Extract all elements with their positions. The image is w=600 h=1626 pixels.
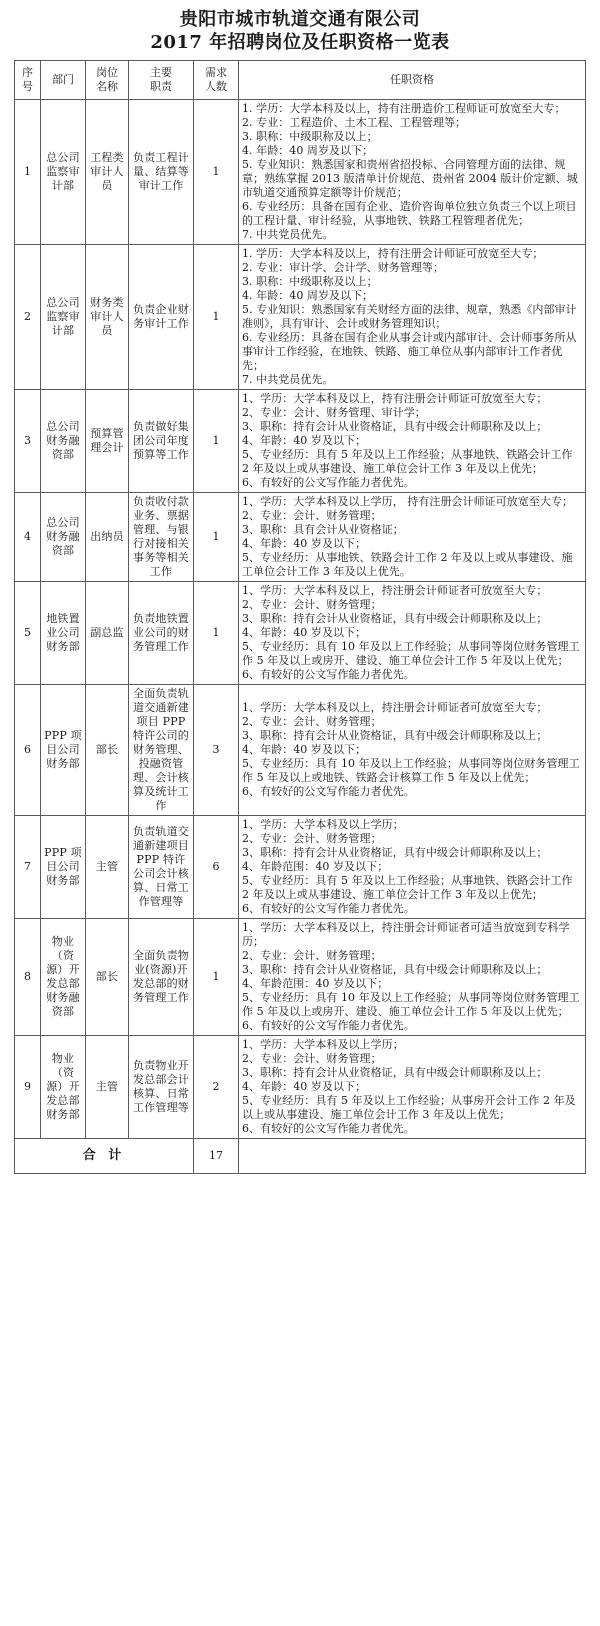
column-header-headcount (194, 61, 239, 100)
table-footer (15, 1139, 586, 1174)
qualification-item: 1、学历：大学本科及以上，持有注册会计师证可放宽至大专； (242, 392, 548, 405)
page-title (0, 0, 600, 56)
column-header-post (86, 61, 129, 100)
row-department: PPP 项目公司财务部 (41, 685, 86, 816)
row-department: 物业（资源）开发总部财务部 (41, 1036, 86, 1139)
row-department: 总公司监察审计部 (41, 100, 86, 245)
qualification-item: 1、学历：大学本科及以上，持注册会计师证者可放宽至大专； (242, 701, 548, 714)
qualification-item: 5、专业经历：具有 5 年及以上工作经验；从事地铁、铁路会计工作 2 年及以上或从事建设、施工单位会计工作 3 年及以上优先； (242, 874, 573, 901)
qualification-item: 1、学历：大学本科及以上学历； (242, 818, 404, 831)
column-header-qualification: 任职资格 (239, 61, 586, 100)
qualification-item: 5、专业经历：具有 10 年及以上工作经验；从事同等岗位财务管理工作 5 年及以上或地铁、铁路会计核算工作 5 年及以上优先； (242, 757, 580, 784)
column-header-post-line2: 名称 (96, 80, 118, 93)
table-row (15, 685, 586, 816)
table-row (15, 493, 586, 582)
column-header-seq (15, 61, 41, 100)
row-headcount: 1 (194, 919, 239, 1036)
qualification-item: 6、有较好的公文写作能力者优先。 (242, 785, 415, 798)
row-department: 总公司监察审计部 (41, 245, 86, 390)
qualification-item: 2. 专业：工程造价、土木工程、工程管理等； (242, 116, 467, 129)
qualification-item: 4、年龄：40 岁及以下； (242, 743, 367, 756)
row-post-name: 工程类审计人员 (86, 100, 129, 245)
qualification-item: 4、年龄：40 岁及以下； (242, 537, 367, 550)
qualification-item: 3、职称：持有会计从业资格证，具有中级会计师职称及以上； (242, 1066, 548, 1079)
row-department: 物业（资源）开发总部财务融资部 (41, 919, 86, 1036)
qualification-item: 1、学历：大学本科及以上，持注册会计师证者可适当放宽到专科学历； (242, 921, 570, 948)
row-headcount: 1 (194, 100, 239, 245)
qualification-item: 5、专业经历：具有 5 年及以上工作经验；从事房开会计工作 2 年及以上或从事建设、施工单位会计工作 3 年及以上优先； (242, 1094, 576, 1121)
table-body (15, 100, 586, 1139)
table-row (15, 100, 586, 245)
row-qualification (239, 816, 586, 919)
qualification-item: 6、有较好的公文写作能力者优先。 (242, 902, 415, 915)
row-post-name: 主管 (86, 1036, 129, 1139)
column-header-post-line1: 岗位 (96, 66, 118, 79)
row-qualification (239, 1036, 586, 1139)
row-qualification (239, 919, 586, 1036)
row-post-name: 副总监 (86, 582, 129, 685)
table-row (15, 245, 586, 390)
row-qualification (239, 245, 586, 390)
row-sequence: 7 (15, 816, 41, 919)
qualification-item: 4、年龄：40 岁及以下； (242, 434, 367, 447)
row-main-duty: 全面负责轨道交通新建项目 PPP 特许公司的财务管理、投融资管理、会计核算及统计工作 (129, 685, 194, 816)
qualification-item: 1. 学历：大学本科及以上，持有注册会计师证可放宽至大专； (242, 247, 544, 260)
qualification-item: 1、学历：大学本科及以上学历； (242, 1038, 404, 1051)
row-main-duty: 负责地铁置业公司的财务管理工作 (129, 582, 194, 685)
qualification-item: 5. 专业知识：熟悉国家有关财经方面的法律、规章，熟悉《内部审计准则》，具有审计、会计或财务管理知识； (242, 303, 577, 330)
table-header (15, 61, 586, 100)
qualification-item: 3、职称：具有会计从业资格证； (242, 523, 404, 536)
header-row (15, 61, 586, 100)
qualification-item: 2、专业：会计、财务管理； (242, 832, 382, 845)
qualification-item: 6、有较好的公文写作能力者优先。 (242, 476, 415, 489)
recruitment-table (14, 60, 586, 1174)
row-post-name: 财务类审计人员 (86, 245, 129, 390)
qualification-item: 4、年龄：40 岁及以下； (242, 626, 367, 639)
qualification-item: 2、专业：会计、财务管理； (242, 949, 382, 962)
qualification-item: 1、学历：大学本科及以上学历， 持有注册会计师证可放宽至大专； (242, 495, 574, 508)
column-header-duty-line1: 主要 (150, 66, 172, 79)
total-row (15, 1139, 586, 1174)
total-headcount: 17 (194, 1139, 239, 1174)
row-sequence: 5 (15, 582, 41, 685)
row-headcount: 1 (194, 582, 239, 685)
row-qualification (239, 493, 586, 582)
qualification-item: 6. 专业经历：具备在国有企业、造价咨询单位独立负责三个以上项目的工程计量、审计经验，从事地铁、铁路工程管理者优先； (242, 200, 577, 227)
row-post-name: 主管 (86, 816, 129, 919)
qualification-item: 6、有较好的公文写作能力者优先。 (242, 1019, 415, 1032)
row-headcount: 1 (194, 493, 239, 582)
row-qualification (239, 685, 586, 816)
qualification-item: 6. 专业经历：具备在国有企业从事会计或内部审计、会计师事务所从事审计工作经验，在地铁、铁路、施工单位从事内部审计工作者优先； (242, 331, 577, 372)
qualification-item: 2、专业：会计、财务管理； (242, 1052, 382, 1065)
column-header-seq-line1: 序 (22, 66, 33, 79)
row-post-name: 部长 (86, 919, 129, 1036)
row-post-name: 预算管理会计 (86, 390, 129, 493)
table-row (15, 816, 586, 919)
qualification-item: 2. 专业：审计学、会计学、财务管理等； (242, 261, 444, 274)
row-main-duty: 负责做好集团公司年度预算等工作 (129, 390, 194, 493)
table-row (15, 582, 586, 685)
row-sequence: 1 (15, 100, 41, 245)
row-sequence: 3 (15, 390, 41, 493)
qualification-item: 5、专业经历：具有 5 年及以上工作经验；从事地铁、铁路会计工作 2 年及以上或从事建设、施工单位会计工作 3 年及以上优先； (242, 448, 573, 475)
column-header-headcount-line2: 人数 (205, 80, 227, 93)
row-main-duty: 负责工程计量、结算等审计工作 (129, 100, 194, 245)
row-headcount: 6 (194, 816, 239, 919)
qualification-item: 2、专业：会计、财务管理、审计学； (242, 406, 426, 419)
qualification-item: 4、年龄范围：40 岁及以下； (242, 860, 389, 873)
qualification-item: 7. 中共党员优先。 (242, 373, 334, 386)
qualification-item: 3、职称：持有会计从业资格证，具有中级会计师职称及以上； (242, 420, 548, 433)
title-line-2: 2017 年招聘岗位及任职资格一览表 (150, 32, 450, 53)
qualification-item: 3、职称：持有会计从业资格证，具有中级会计师职称及以上； (242, 612, 548, 625)
row-qualification (239, 582, 586, 685)
qualification-item: 3、职称：持有会计从业资格证，具有中级会计师职称及以上； (242, 846, 548, 859)
row-sequence: 4 (15, 493, 41, 582)
table-row (15, 1036, 586, 1139)
qualification-item: 2、专业：会计、财务管理； (242, 598, 382, 611)
qualification-item: 5、专业经历：从事地铁、铁路会计工作 2 年及以上或从事建设、施工单位会计工作 3 年及以上优先。 (242, 551, 573, 578)
total-blank-cell (239, 1139, 586, 1174)
qualification-item: 5、专业经历：具有 10 年及以上工作经验；从事同等岗位财务管理工作 5 年及以上或房开、建设、施工单位会计工作 5 年及以上优先； (242, 991, 580, 1018)
row-sequence: 6 (15, 685, 41, 816)
row-main-duty: 负责企业财务审计工作 (129, 245, 194, 390)
qualification-item: 5、专业经历：具有 10 年及以上工作经验；从事同等岗位财务管理工作 5 年及以上或房开、建设、施工单位会计工作 5 年及以上优先； (242, 640, 580, 667)
qualification-item: 4. 年龄：40 周岁及以下； (242, 289, 374, 302)
row-sequence: 8 (15, 919, 41, 1036)
row-headcount: 1 (194, 390, 239, 493)
qualification-item: 1. 学历：大学本科及以上，持有注册造价工程师证可放宽至大专； (242, 102, 566, 115)
column-header-department: 部门 (41, 61, 86, 100)
row-department: 总公司财务融资部 (41, 390, 86, 493)
row-sequence: 2 (15, 245, 41, 390)
qualification-item: 4、年龄：40 岁及以下； (242, 1080, 367, 1093)
total-label: 合 计 (15, 1139, 194, 1174)
row-department: PPP 项目公司财务部 (41, 816, 86, 919)
qualification-item: 6、有较好的公文写作能力者优先。 (242, 668, 415, 681)
qualification-item: 2、专业：会计、财务管理； (242, 715, 382, 728)
qualification-item: 3、职称：持有会计从业资格证，具有中级会计师职称及以上； (242, 963, 548, 976)
column-header-seq-line2: 号 (22, 80, 33, 93)
qualification-item: 5. 专业知识：熟悉国家和贵州省招投标、合同管理方面的法律、规章；熟练掌握 2013 版清单计价规范、贵州省 2004 版计价定额、城市轨道交通预算定额等计价规范； (242, 158, 578, 199)
qualification-item: 7. 中共党员优先。 (242, 228, 334, 241)
column-header-duty-line2: 职责 (150, 80, 172, 93)
row-sequence: 9 (15, 1036, 41, 1139)
row-post-name: 部长 (86, 685, 129, 816)
row-main-duty: 负责轨道交通新建项目 PPP 特许公司会计核算、日常工作管理等 (129, 816, 194, 919)
column-header-headcount-line1: 需求 (205, 66, 227, 79)
qualification-item: 6、有较好的公文写作能力者优先。 (242, 1122, 415, 1135)
qualification-item: 4、年龄范围：40 岁及以下； (242, 977, 389, 990)
row-post-name: 出纳员 (86, 493, 129, 582)
row-headcount: 1 (194, 245, 239, 390)
column-header-duty (129, 61, 194, 100)
row-qualification (239, 390, 586, 493)
row-headcount: 3 (194, 685, 239, 816)
row-main-duty: 负责物业开发总部会计核算、日常工作管理等 (129, 1036, 194, 1139)
qualification-item: 3. 职称：中级职称及以上； (242, 275, 378, 288)
row-headcount: 2 (194, 1036, 239, 1139)
qualification-item: 2、专业：会计、财务管理； (242, 509, 382, 522)
qualification-item: 1、学历：大学本科及以上，持注册会计师证者可放宽至大专； (242, 584, 548, 597)
qualification-item: 3. 职称：中级职称及以上； (242, 130, 378, 143)
table-row (15, 919, 586, 1036)
title-line-1: 贵阳市城市轨道交通有限公司 (179, 9, 421, 30)
qualification-item: 3、职称：持有会计从业资格证，具有中级会计师职称及以上； (242, 729, 548, 742)
row-department: 地铁置业公司财务部 (41, 582, 86, 685)
row-main-duty: 全面负责物业(资源)开发总部的财务管理工作 (129, 919, 194, 1036)
row-main-duty: 负责收付款业务、票据管理、与银行对接相关事务等相关工作 (129, 493, 194, 582)
row-qualification (239, 100, 586, 245)
table-row (15, 390, 586, 493)
qualification-item: 4. 年龄：40 周岁及以下； (242, 144, 374, 157)
row-department: 总公司财务融资部 (41, 493, 86, 582)
